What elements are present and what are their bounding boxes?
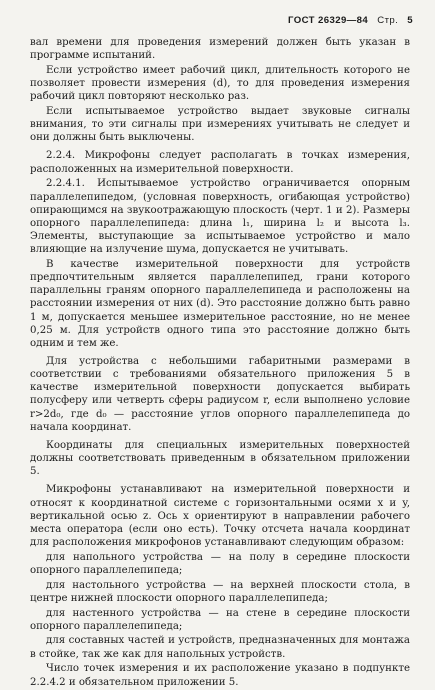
- paragraph-2-2-4: 2.2.4. Микрофоны следует располагать в точках измерения, расположенных на измерительной поверхности.: [30, 150, 410, 175]
- standard-number: ГОСТ 26329—84: [288, 15, 369, 26]
- list-item-wall-device: для настенного устройства — на стене в середине плоскости опорного параллелепипеда;: [30, 607, 410, 632]
- document-body: [30, 36, 410, 690]
- list-item-rack-device: для составных частей и устройств, предназначенных для монтажа в стойке, так же как для напольных устройств.: [30, 635, 410, 660]
- paragraph-continuation: вал времени для проведения измерений должен быть указан в программе испытаний.: [30, 37, 410, 62]
- paragraph-work-cycle: Если устройство имеет рабочий цикл, длительность которого не позволяет провести измерения (d), то для проведения измерения рабочий цикл повторяют несколько раз.: [30, 64, 410, 103]
- paragraph-microphone-coordinates: Микрофоны устанавливают на измерительной поверхности и относят к координатной системе с горизонтальными осями x и y, вертикальной осью z. Ось x ориентируют в направлении рабочего места оператора (если оно есть). Точку отсчета начала координат для расположения микрофонов устанавливают следующим образом:: [30, 484, 410, 548]
- list-item-floor-device: для напольного устройства — на полу в середине плоскости опорного параллелепипеда;: [30, 551, 410, 576]
- paragraph-small-devices: Для устройства с небольшими габаритными размерами в соответствии с требованиями обязательного приложения 5 в качестве измерительной поверхности допускается выбирать полусферу или четверть сферы радиусом r, если выполнено условие r>2d₀, где d₀ — расстояние углов опорного параллелепипеда до начала координат.: [30, 355, 410, 433]
- page-number: 5: [407, 15, 413, 26]
- paragraph-measurement-surface: В качестве измерительной поверхности для устройств предпочтительным является параллелепипед, грани которого параллельны граням опорного параллелепипеда и расположены на расстоянии измерения от них (d). Это расстояние должно быть равно 1 м, допускается меньшее измерительное расстояние, но не менее 0,25 м. Для устройств одного типа это расстояние должно быть одним и тем же.: [30, 258, 410, 349]
- list-item-table-device: для настольного устройства — на верхней плоскости стола, в центре нижней плоскости опорного параллелепипеда;: [30, 579, 410, 604]
- paragraph-special-surfaces: Координаты для специальных измерительных поверхностей должны соответствовать приведенным в обязательном приложении 5.: [30, 439, 410, 478]
- page-header: [282, 15, 413, 26]
- paragraph-measurement-points: Число точек измерения и их расположение указано в подпункте 2.2.4.2 и обязательном приложении 5.: [30, 663, 410, 688]
- paragraph-sound-signals: Если испытываемое устройство выдает звуковые сигналы внимания, то эти сигналы при измерениях учитывать не следует и они должны быть выключены.: [30, 105, 410, 144]
- paragraph-2-2-4-1: 2.2.4.1. Испытываемое устройство ограничивается опорным параллелепипедом, (условная поверхность, огибающая устройство) опирающимся на звукоотражающую плоскость (черт. 1 и 2). Размеры опорного параллелепипеда: длина l₁, ширина l₂ и высота l₃. Элементы, выступающие за испытываемое устройство и мало влияющие на излучение шума, допускается не учитывать.: [30, 178, 410, 256]
- page-label: Стр.: [377, 15, 399, 26]
